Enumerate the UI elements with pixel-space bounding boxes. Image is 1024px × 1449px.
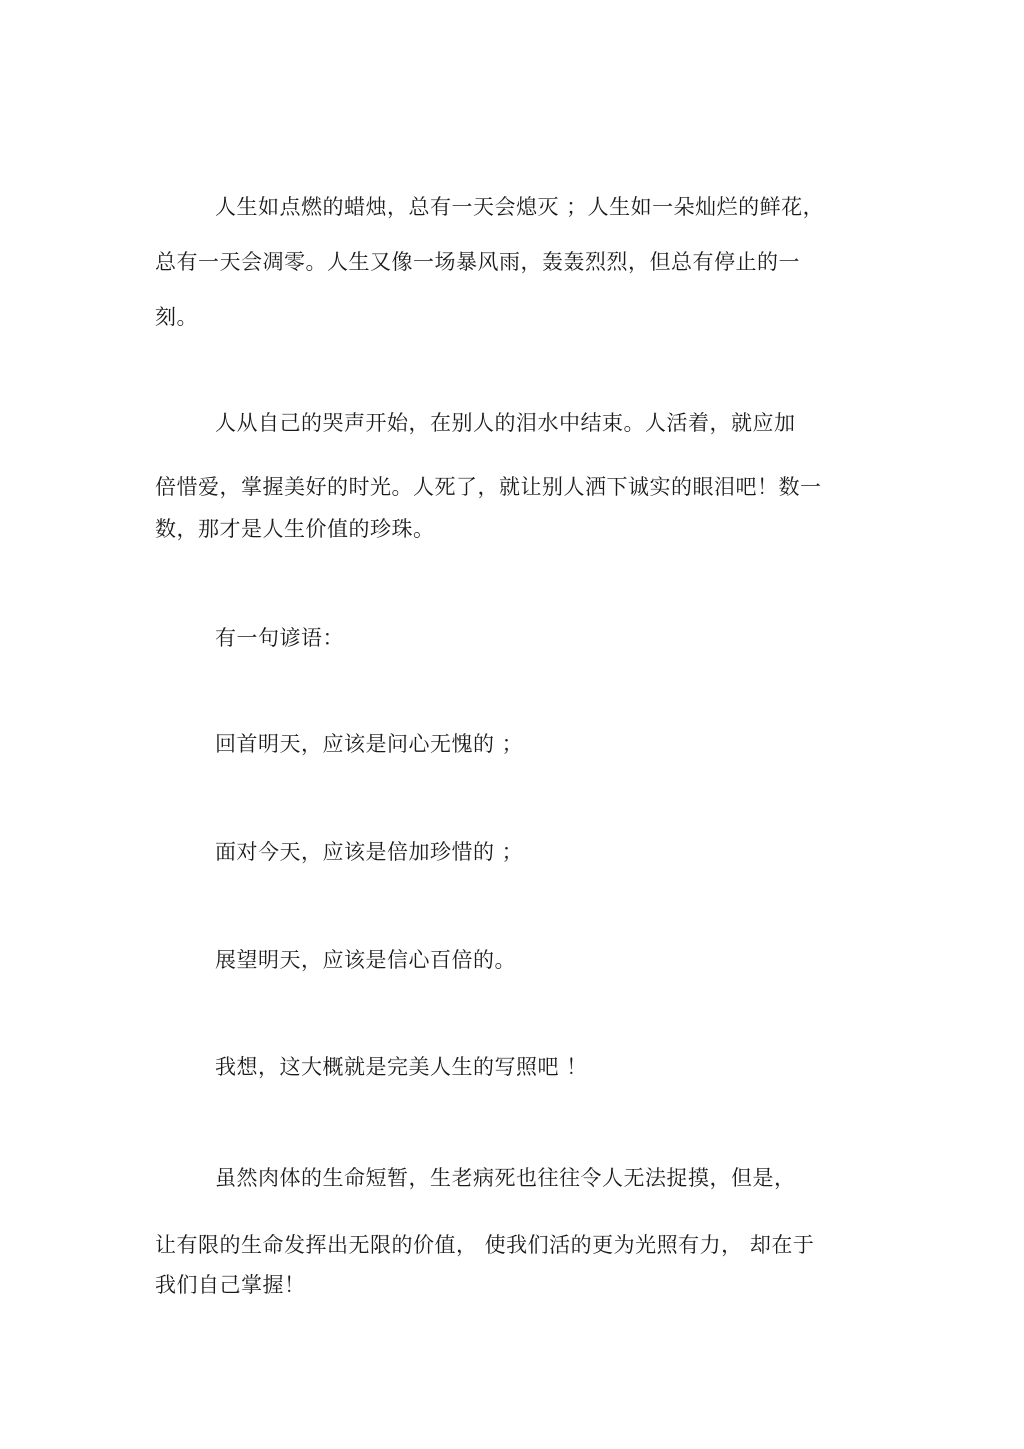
- paragraph-8-line-1: 虽然肉体的生命短暂，生老病死也往往令人无法捉摸，但是，: [215, 1166, 796, 1190]
- reflection-line: 我想，这大概就是完美人生的写照吧 ！: [215, 1055, 588, 1079]
- proverb-line-2: 面对今天，应该是倍加珍惜的 ；: [215, 840, 524, 864]
- paragraph-2-line-2: 倍惜爱，掌握美好的时光。人死了，就让别人洒下诚实的眼泪吧！数一: [155, 475, 822, 499]
- proverb-line-1: 回首明天，应该是问心无愧的 ；: [215, 732, 524, 756]
- paragraph-1-line-2: 总有一天会凋零。人生又像一场暴风雨，轰轰烈烈，但总有停止的一: [155, 250, 800, 274]
- paragraph-2-line-3: 数，那才是人生价值的珍珠。: [155, 517, 435, 541]
- proverb-line-3: 展望明天，应该是信心百倍的。: [215, 948, 516, 972]
- paragraph-1-line-3: 刻。: [155, 305, 198, 329]
- paragraph-8-line-3: 我们自己掌握！: [155, 1273, 306, 1297]
- paragraph-8-line-2: 让有限的生命发挥出无限的价值， 使我们活的更为光照有力， 却在于: [155, 1233, 815, 1257]
- proverb-intro: 有一句谚语：: [215, 626, 344, 650]
- paragraph-1-line-1: 人生如点燃的蜡烛，总有一天会熄灭 ；人生如一朵灿烂的鲜花，: [215, 195, 825, 219]
- paragraph-2-line-1: 人从自己的哭声开始，在别人的泪水中结束。人活着，就应加: [215, 411, 796, 435]
